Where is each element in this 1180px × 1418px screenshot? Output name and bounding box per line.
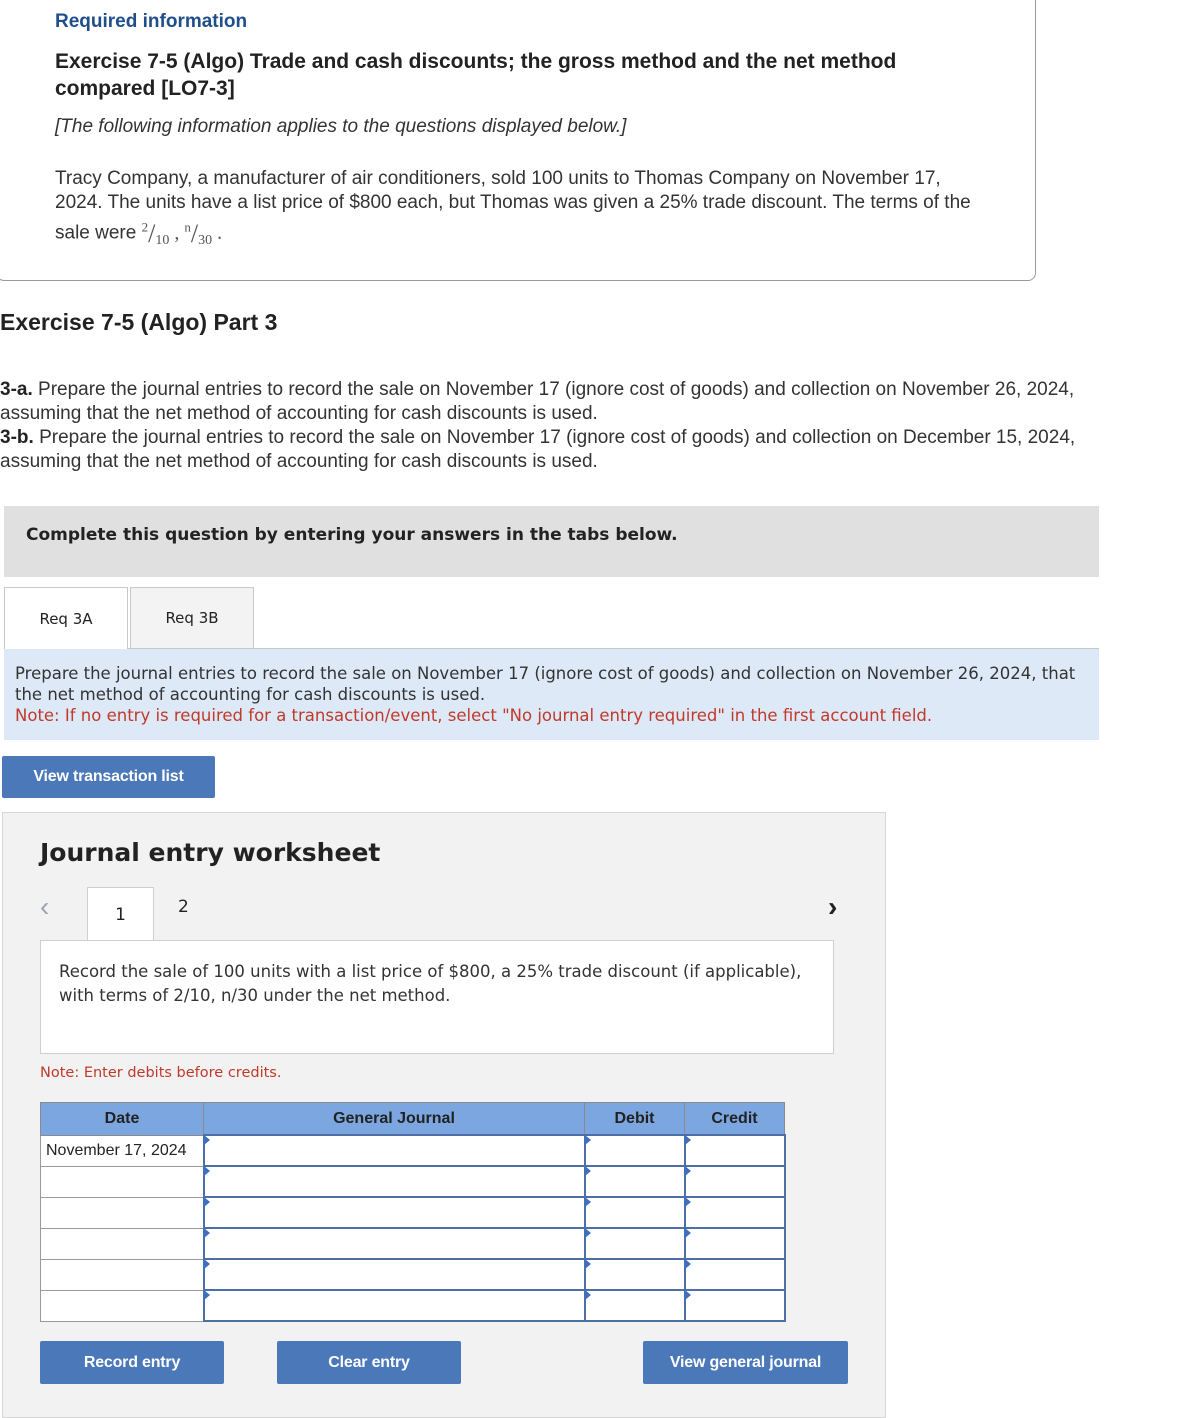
table-row	[41, 1290, 785, 1321]
view-transaction-list-button[interactable]: View transaction list	[2, 756, 215, 798]
instruction-3a	[0, 378, 1110, 426]
table-row	[41, 1166, 785, 1197]
column-header-general-journal: General Journal	[204, 1103, 585, 1136]
discount-numerator: 2	[141, 219, 149, 234]
debit-input[interactable]	[585, 1259, 685, 1290]
question-note: Note: If no entry is required for a transaction/event, select "No journal entry required" in the first account field.	[15, 706, 933, 725]
question-text: Prepare the journal entries to record the sale on November 17 (ignore cost of goods) and collection on November 26, 2024, that the net method of accounting for cash discounts is used.	[15, 664, 1076, 704]
entry-description: Record the sale of 100 units with a list price of $800, a 25% trade discount (if applicable), with terms of 2/10, n/30 under the net method.	[59, 962, 802, 1005]
instruction-label: 3-b.	[0, 427, 34, 448]
credit-input[interactable]	[685, 1166, 785, 1197]
date-cell	[41, 1197, 204, 1228]
worksheet-page-1[interactable]: 1	[87, 887, 154, 942]
date-cell	[41, 1228, 204, 1259]
date-cell	[41, 1259, 204, 1290]
record-entry-button[interactable]: Record entry	[40, 1341, 224, 1384]
date-cell	[41, 1290, 204, 1321]
applies-note: [The following information applies to the questions displayed below.]	[55, 116, 627, 137]
tab-req-3b[interactable]: Req 3B	[130, 587, 254, 649]
part-title: Exercise 7-5 (Algo) Part 3	[0, 309, 278, 335]
scenario-paragraph	[55, 167, 985, 253]
table-row	[41, 1135, 785, 1166]
account-input[interactable]	[204, 1228, 585, 1259]
credit-input[interactable]	[685, 1197, 785, 1228]
complete-prompt: Complete this question by entering your answers in the tabs below.	[26, 525, 678, 545]
table-row	[41, 1259, 785, 1290]
date-cell	[41, 1166, 204, 1197]
account-input[interactable]	[204, 1259, 585, 1290]
terms-fraction: $^2/_{10}$ , $^n/_{30}$ .	[141, 218, 223, 248]
credit-input[interactable]	[685, 1290, 785, 1321]
date-cell: November 17, 2024	[41, 1135, 204, 1166]
account-input[interactable]	[204, 1197, 585, 1228]
debit-input[interactable]	[585, 1290, 685, 1321]
discount-denominator: 10	[155, 232, 170, 248]
view-general-journal-button[interactable]: View general journal	[643, 1341, 848, 1384]
journal-header-row	[41, 1103, 785, 1136]
instruction-text: Prepare the journal entries to record the sale on November 17 (ignore cost of goods) and collection on December 15, 2024, assuming that the net method of accounting for cash discounts is used.	[0, 427, 1076, 472]
net-denominator: 30	[198, 232, 213, 248]
debit-input[interactable]	[585, 1135, 685, 1166]
credit-input[interactable]	[685, 1228, 785, 1259]
instruction-3b	[0, 426, 1110, 474]
table-row	[41, 1197, 785, 1228]
clear-entry-button[interactable]: Clear entry	[277, 1341, 461, 1384]
account-input[interactable]	[204, 1290, 585, 1321]
instructions	[0, 378, 1110, 474]
worksheet-title: Journal entry worksheet	[40, 838, 381, 867]
column-header-credit: Credit	[685, 1103, 785, 1136]
instruction-label: 3-a.	[0, 379, 33, 400]
debit-input[interactable]	[585, 1197, 685, 1228]
credit-input[interactable]	[685, 1135, 785, 1166]
column-header-date: Date	[41, 1103, 204, 1136]
net-numerator: n	[184, 219, 191, 234]
scenario-text: Tracy Company, a manufacturer of air conditioners, sold 100 units to Thomas Company on November 17, 2024. The units have a list price of $800 each, but Thomas was given a 25% trade discount. The terms of the sale were	[55, 168, 971, 244]
account-input[interactable]	[204, 1135, 585, 1166]
journal-table	[40, 1102, 786, 1322]
chevron-right-icon[interactable]: ›	[828, 891, 838, 922]
required-info-label: Required information	[55, 11, 248, 32]
chevron-left-icon[interactable]: ‹	[40, 891, 50, 922]
debit-input[interactable]	[585, 1166, 685, 1197]
tab-req-3a[interactable]: Req 3A	[4, 587, 128, 650]
worksheet-page-2[interactable]: 2	[178, 897, 189, 917]
table-row	[41, 1228, 785, 1259]
credit-input[interactable]	[685, 1259, 785, 1290]
debits-note: Note: Enter debits before credits.	[40, 1065, 282, 1081]
debit-input[interactable]	[585, 1228, 685, 1259]
instruction-text: Prepare the journal entries to record the sale on November 17 (ignore cost of goods) and collection on November 26, 2024, assuming that the net method of accounting for cash discounts is used.	[0, 379, 1075, 424]
exercise-title: Exercise 7-5 (Algo) Trade and cash discounts; the gross method and the net method compared [LO7-3]	[55, 50, 897, 100]
column-header-debit: Debit	[585, 1103, 685, 1136]
account-input[interactable]	[204, 1166, 585, 1197]
